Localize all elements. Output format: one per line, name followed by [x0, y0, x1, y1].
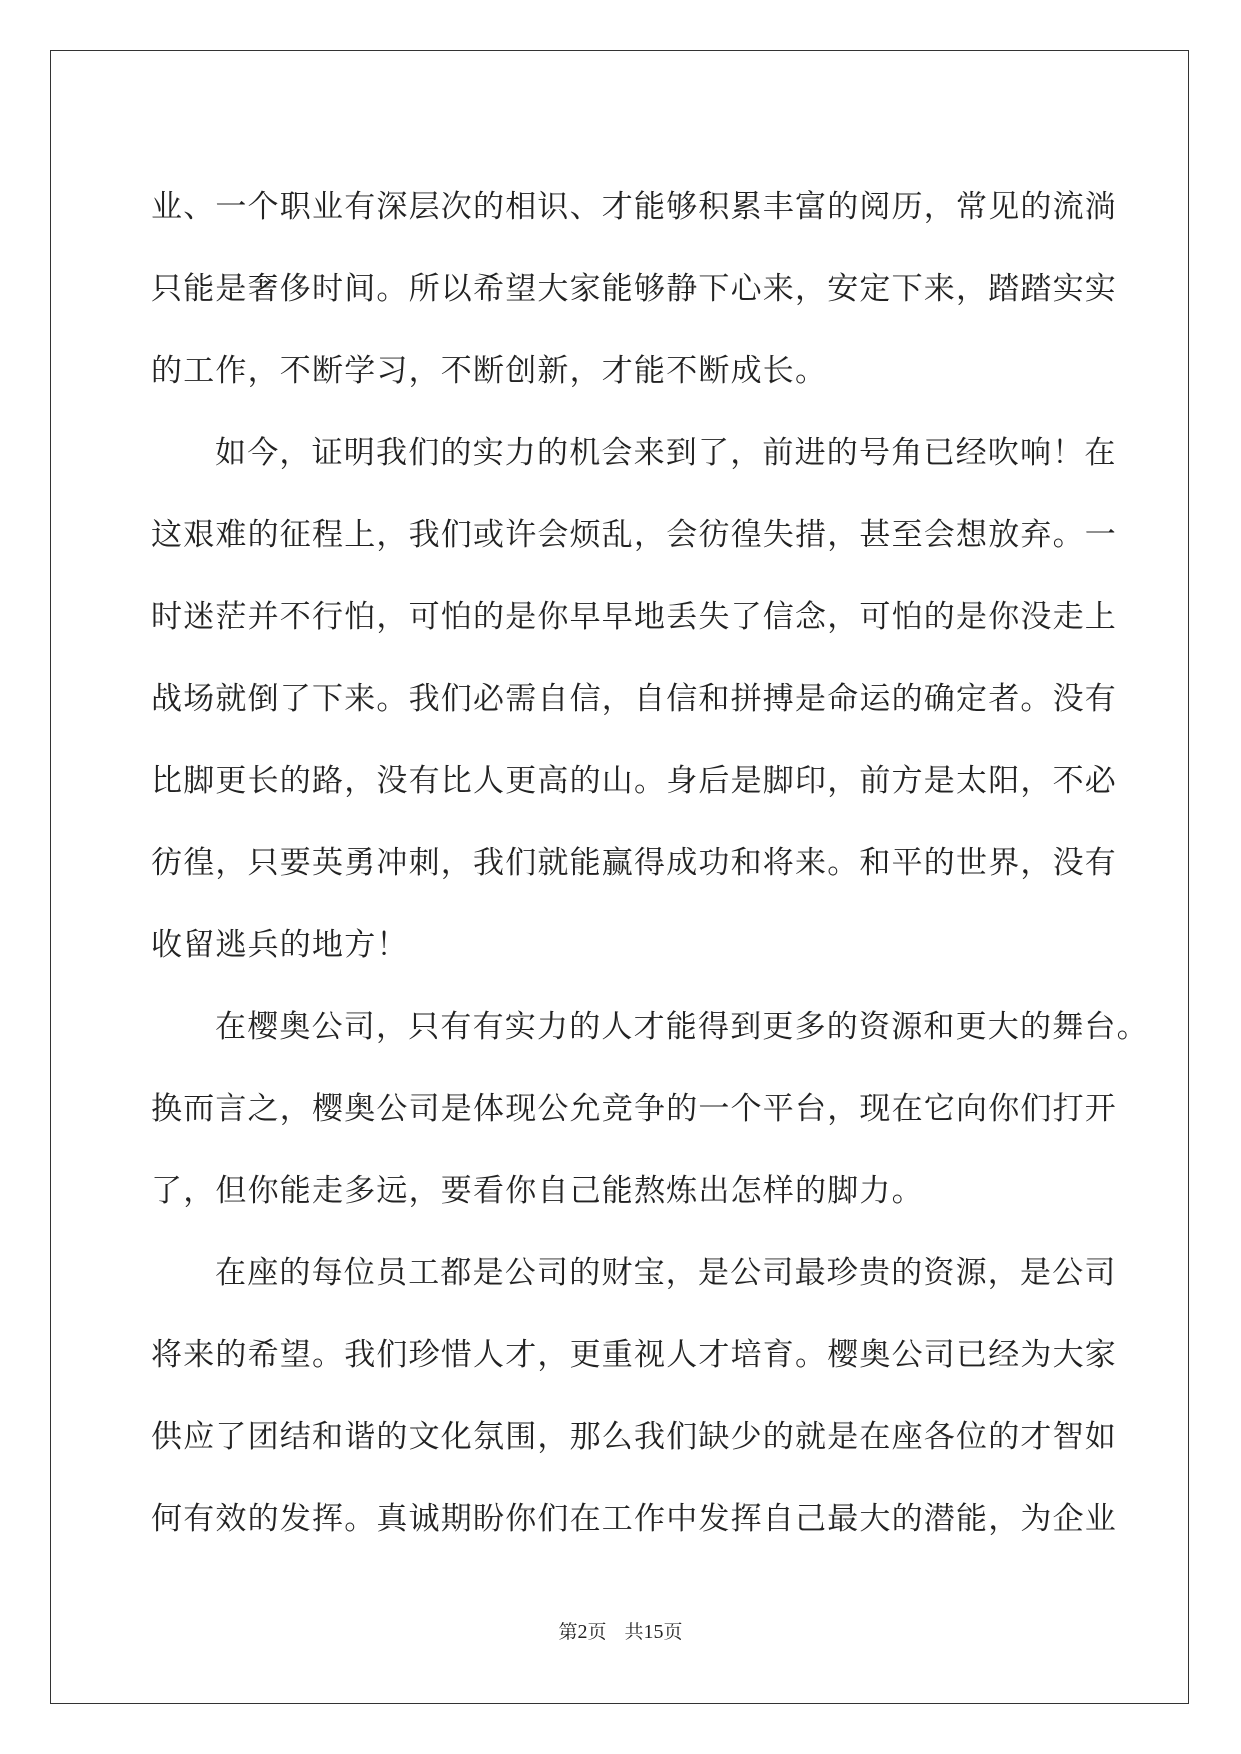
paragraph-line: 只能是奢侈时间。所以希望大家能够静下心来，安定下来，踏踏实实 — [151, 271, 1117, 307]
paragraph-line: 供应了团结和谐的文化氛围，那么我们缺少的就是在座各位的才智如 — [151, 1419, 1117, 1455]
paragraph-line: 战场就倒了下来。我们必需自信，自信和拼搏是命运的确定者。没有 — [151, 681, 1117, 717]
total-pages: 15 — [643, 1621, 664, 1643]
page-suffix: 页 — [587, 1621, 607, 1643]
paragraph-line: 比脚更长的路，没有比人更高的山。身后是脚印，前方是太阳，不必 — [151, 763, 1117, 799]
paragraph-line: 在樱奥公司，只有有实力的人才能得到更多的资源和更大的舞台。 — [215, 1009, 1149, 1045]
page-indicator — [558, 1617, 606, 1644]
page-number: 2 — [577, 1621, 588, 1643]
paragraph-line: 彷徨，只要英勇冲刺，我们就能赢得成功和将来。和平的世界，没有 — [151, 845, 1117, 881]
total-prefix: 共 — [624, 1621, 644, 1643]
document-body — [151, 166, 1149, 1560]
paragraph-line: 的工作，不断学习，不断创新，才能不断成长。 — [151, 353, 828, 389]
page-footer — [0, 1617, 1241, 1644]
paragraph-line: 收留逃兵的地方！ — [151, 927, 409, 963]
paragraph-line: 如今，证明我们的实力的机会来到了，前进的号角已经吹响！在 — [215, 435, 1117, 471]
page-prefix: 第 — [558, 1621, 578, 1643]
total-suffix: 页 — [663, 1621, 683, 1643]
total-pages-indicator — [625, 1617, 683, 1644]
paragraph-line: 换而言之，樱奥公司是体现公允竞争的一个平台，现在它向你们打开 — [151, 1091, 1117, 1127]
paragraph-line: 在座的每位员工都是公司的财宝，是公司最珍贵的资源，是公司 — [215, 1255, 1117, 1291]
paragraph-line: 业、一个职业有深层次的相识、才能够积累丰富的阅历，常见的流淌 — [151, 189, 1117, 225]
paragraph-line: 了，但你能走多远，要看你自己能熬炼出怎样的脚力。 — [151, 1173, 924, 1209]
paragraph-line: 时迷茫并不行怕，可怕的是你早早地丢失了信念，可怕的是你没走上 — [151, 599, 1117, 635]
paragraph-line: 何有效的发挥。真诚期盼你们在工作中发挥自己最大的潜能，为企业 — [151, 1501, 1117, 1537]
paragraph-line: 这艰难的征程上，我们或许会烦乱，会彷徨失措，甚至会想放弃。一 — [151, 517, 1117, 553]
paragraph-line: 将来的希望。我们珍惜人才，更重视人才培育。樱奥公司已经为大家 — [151, 1337, 1117, 1373]
